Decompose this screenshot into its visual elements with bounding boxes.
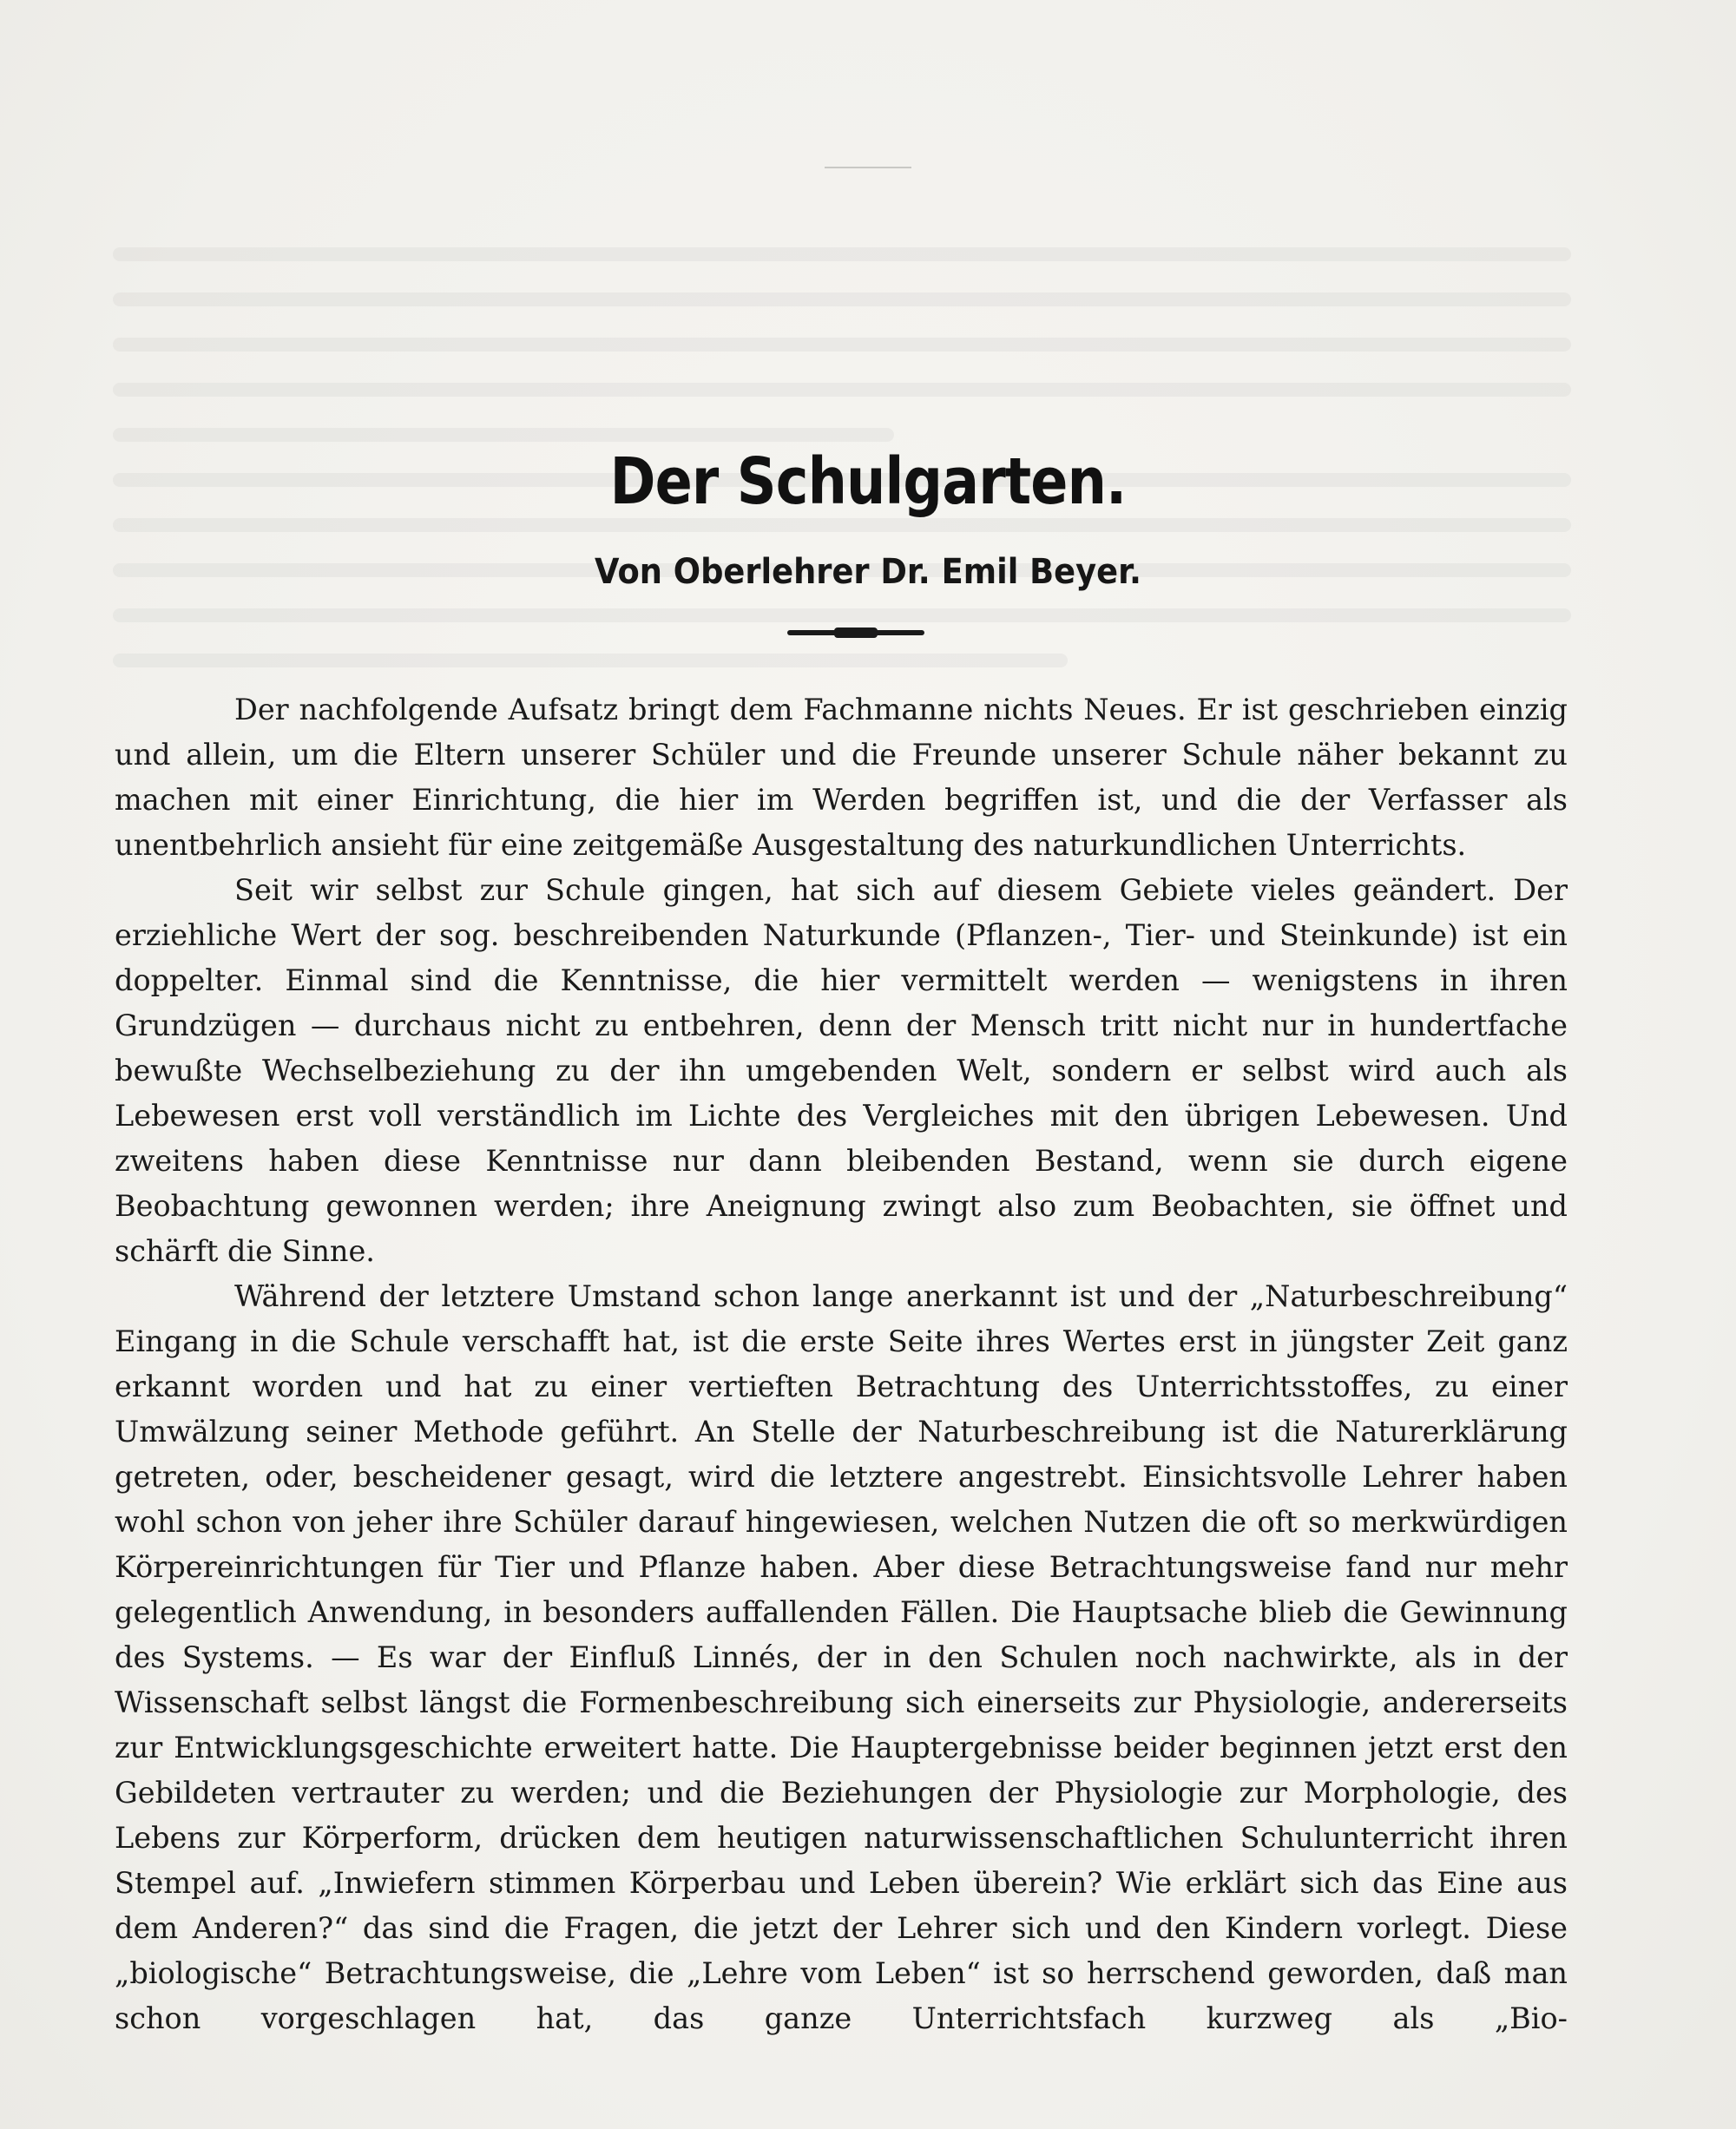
bleed-through-line	[113, 608, 1571, 622]
title-ornament-rule	[787, 630, 924, 635]
bleed-through-line	[113, 292, 1571, 306]
paragraph: Während der letztere Umstand schon lange anerkannt ist und der „Naturbeschreibung“ Eingang in die Schule verschafft hat, ist die erste Seite ihres Wertes erst in jüngster Zeit ganz erkannt worden und hat zu einer vertieften Betrachtung des Unterrichtsstoffes, zu einer Umwälzung seiner Methode geführt. An Stelle der Naturbeschreibung ist die Naturerklärung getreten, oder, bescheidener gesagt, wird die letztere angestrebt. Einsichtsvolle Lehrer haben wohl schon von jeher ihre Schüler darauf hingewiesen, welchen Nutzen die oft so merkwürdigen Körpereinrichtungen für Tier und Pflanze haben. Aber diese Betrachtungsweise fand nur mehr gelegentlich Anwendung, in besonders auffallenden Fällen. Die Hauptsache blieb die Gewinnung des Systems. — Es war der Einfluß Linnés, der in den Schulen noch nachwirkte, als in der Wissenschaft selbst längst die Formenbeschreibung sich einerseits zur Physiologie, andererseits zur Entwicklungsgeschichte erweitert hatte. Die Hauptergebnisse beider beginnen jetzt erst den Gebildeten vertrauter zu werden; und die Beziehungen der Physiologie zur Morphologie, des Lebens zur Körperform, drücken dem heutigen naturwissenschaftlichen Schulunterricht ihren Stempel auf. „Inwiefern stimmen Körperbau und Leben überein? Wie erklärt sich das Eine aus dem Anderen?“ das sind die Fragen, die jetzt der Lehrer sich und den Kindern vorlegt. Diese „biologische“ Betrachtungsweise, die „Lehre vom Leben“ ist so herrschend geworden, daß man schon vorgeschlagen hat, das ganze Unterrichtsfach kurzweg als „Bio-	[115, 1279, 1568, 2035]
bleed-through-line	[113, 247, 1571, 261]
article-title: Der Schulgarten.	[609, 444, 1127, 519]
bleed-through-line	[113, 654, 1068, 667]
bleed-through-line	[113, 428, 894, 442]
scan-dash-mark	[825, 167, 911, 168]
bleed-through-line	[113, 518, 1571, 532]
bleed-through-line	[113, 383, 1571, 397]
article-byline: Von Oberlehrer Dr. Emil Beyer.	[595, 552, 1141, 592]
paragraph: Der nachfolgende Aufsatz bringt dem Fachmanne nichts Neues. Er ist geschrieben einzig und allein, um die Eltern unserer Schüler und die Freunde unserer Schule näher bekannt zu machen mit einer Einrichtung, die hier im Werden begriffen ist, und die der Verfasser als unentbehrlich ansieht für eine zeitgemäße Ausgestaltung des naturkundlichen Unterrichts.	[115, 693, 1568, 862]
article-body	[115, 687, 1568, 2041]
bleed-through-line	[113, 338, 1571, 352]
paragraph: Seit wir selbst zur Schule gingen, hat sich auf diesem Gebiete vieles geändert. Der erziehliche Wert der sog. beschreibenden Naturkunde (Pflanzen-, Tier- und Steinkunde) ist ein doppelter. Einmal sind die Kenntnisse, die hier vermittelt werden — wenigstens in ihren Grundzügen — durchaus nicht zu entbehren, denn der Mensch tritt nicht nur in hundertfache bewußte Wechselbeziehung zu der ihn umgebenden Welt, sondern er selbst wird auch als Lebewesen erst voll verständlich im Lichte des Vergleiches mit den übrigen Lebewesen. Und zweitens haben diese Kenntnisse nur dann bleibenden Bestand, wenn sie durch eigene Beobachtung gewonnen werden; ihre Aneignung zwingt also zum Beobachten, sie öffnet und schärft die Sinne.	[115, 873, 1568, 1268]
